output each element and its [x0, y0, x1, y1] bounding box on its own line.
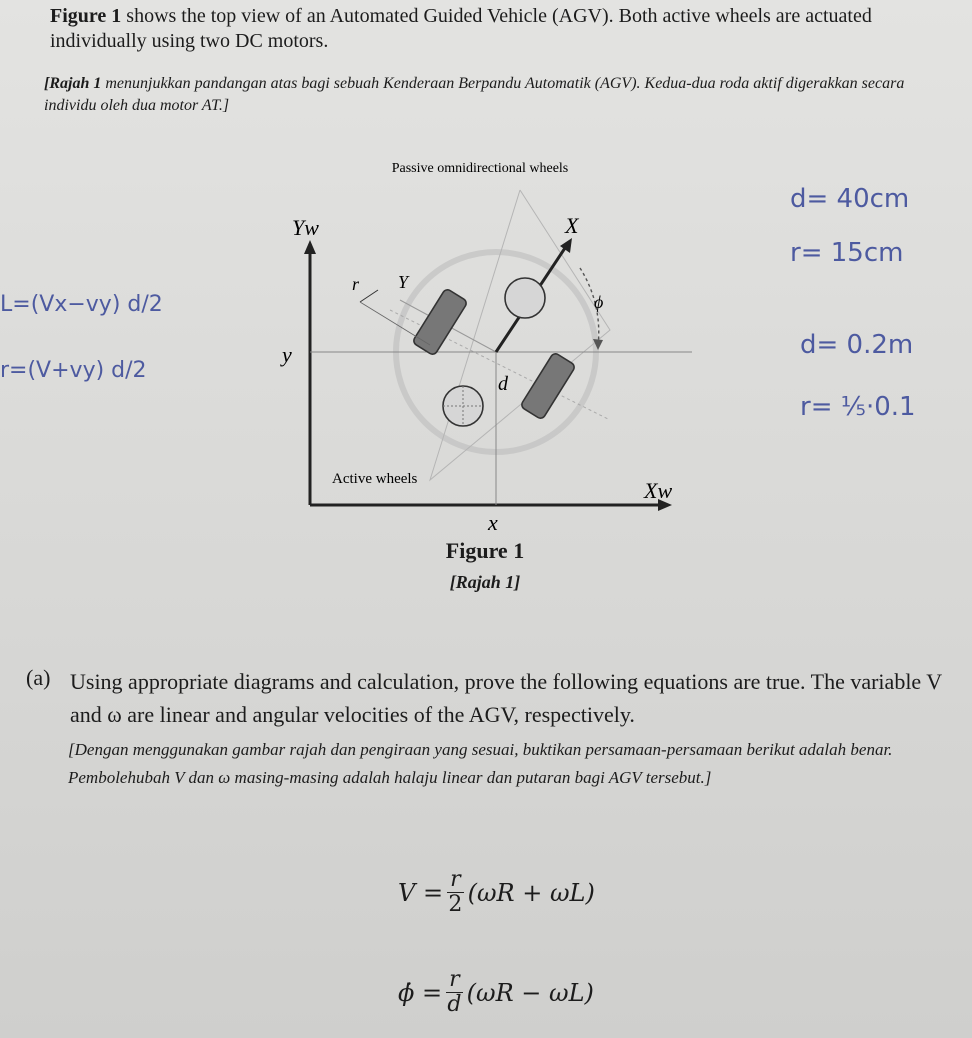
active-wheel-left: [412, 288, 468, 356]
figure-ref: Figure 1: [50, 5, 122, 27]
handwritten-r-m: r= ⅕·0.1: [800, 392, 916, 422]
eq1-denominator: 2: [448, 892, 463, 917]
handwritten-left-eq2: r=(V+vy) d/2: [0, 358, 147, 383]
question-text: Using appropriate diagrams and calculation, prove the following equations are true. The variable V and ω are linear and angular velocities of the AGV, respectively.: [70, 669, 942, 727]
eq1-fraction: [447, 868, 464, 917]
equation-angular-velocity: [398, 968, 594, 1017]
figure-ref-malay: [Rajah 1: [44, 75, 102, 92]
frame-triangle: [430, 190, 610, 480]
active-wheel-right: [520, 352, 576, 420]
intro-paragraph-malay: [44, 73, 954, 117]
intro-paragraph: [50, 4, 950, 54]
eq2-fraction: [446, 968, 463, 1017]
passive-wheels-label: Passive omnidirectional wheels: [391, 161, 569, 176]
handwritten-d-m: d= 0.2m: [800, 330, 914, 360]
intro-text-malay: menunjukkan pandangan atas bagi sebuah Kenderaan Berpandu Automatik (AGV). Kedua-dua roda aktif digerakkan secara individu oleh dua motor AT.]: [44, 75, 905, 114]
intro-text: shows the top view of an Automated Guided Vehicle (AGV). Both active wheels are actuated individually using two DC motors.: [50, 5, 872, 52]
handwritten-r-cm: r= 15cm: [790, 238, 904, 268]
eq1-numerator: r: [447, 868, 464, 893]
eq1-lhs: V =: [398, 878, 444, 907]
eq2-lhs: ϕ̇ =: [398, 978, 443, 1007]
figure-caption-malay: [Rajah 1]: [449, 572, 521, 592]
phi-label: ϕ: [594, 292, 604, 312]
world-y-arrow-icon: [304, 240, 316, 254]
robot-y-label: Y: [398, 272, 409, 292]
eq1-rhs: (ωR + ωL): [467, 878, 595, 907]
xw-label: Xw: [644, 478, 673, 503]
eq2-denominator: d: [447, 992, 462, 1017]
question-label: (a): [26, 665, 51, 690]
agv-diagram: [280, 150, 720, 530]
active-wheels-label: Active wheels: [332, 471, 418, 487]
radius-label: r: [352, 274, 360, 294]
equation-linear-velocity: [398, 868, 595, 917]
yw-label: Yw: [292, 215, 319, 240]
eq2-numerator: r: [446, 968, 463, 993]
handwritten-left-eq1: L=(Vx−vy) d/2: [0, 292, 163, 317]
y-coordinate-label: y: [282, 342, 292, 367]
wheelbase-d-label: d: [498, 373, 508, 395]
r-dimension-line: [360, 290, 378, 302]
handwritten-d-cm: d= 40cm: [790, 184, 910, 214]
passive-wheel-front: [505, 278, 545, 318]
question-text-malay: [Dengan menggunakan gambar rajah dan pengiraan yang sesuai, buktikan persamaan-persamaan berikut adalah benar. Pembolehubah V dan ω masing-masing adalah halaju linear dan putaran bagi AGV tersebut.]: [68, 740, 893, 787]
eq2-rhs: (ωR − ωL): [466, 978, 594, 1007]
x-coordinate-label: x: [488, 510, 498, 530]
robot-x-label: X: [565, 213, 579, 238]
figure-caption: Figure 1: [445, 538, 525, 563]
